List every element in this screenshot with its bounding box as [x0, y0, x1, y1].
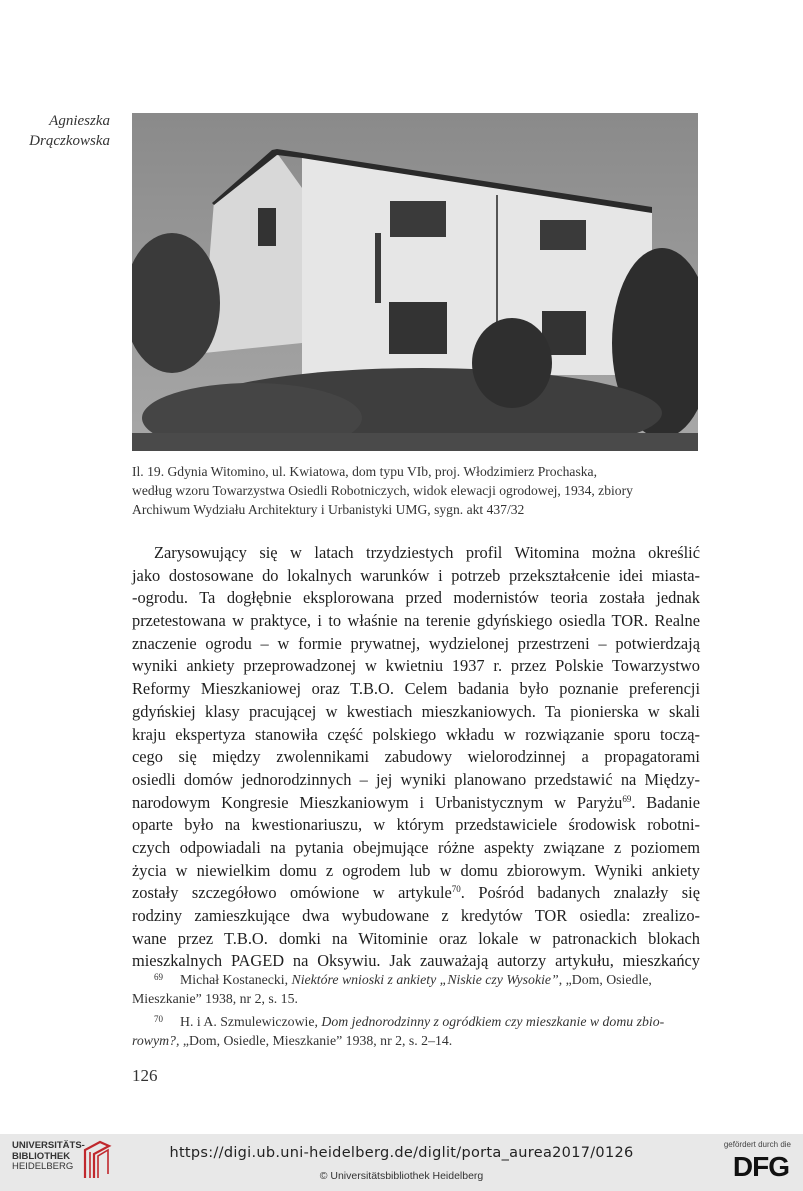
viewer-footer	[0, 1134, 803, 1191]
library-name-line: BIBLIOTHEK	[12, 1150, 71, 1162]
body-line: -ogrodu. Ta dogłębnie eksplorowana przed modernistów teoria została jednak	[132, 588, 700, 608]
footnote-line	[132, 1010, 700, 1031]
footnote-number: 69	[154, 972, 163, 982]
footnote-line	[132, 968, 700, 989]
footnote-rest: , „Dom, Osiedle,	[558, 972, 652, 987]
body-line: życia w niewielkim domu z ogrodem lub w domu zbiorowym. Wyniki ankiety	[132, 860, 700, 880]
figure-photo	[132, 113, 698, 451]
dfg-logo[interactable]: DFG	[732, 1151, 789, 1182]
footnote-rest: „Dom, Osiedle, Mieszkanie” 1938, nr 2, s. 2–14.	[179, 1033, 453, 1048]
library-name-line: HEIDELBERG	[12, 1161, 74, 1172]
figure-caption	[132, 462, 700, 519]
body-line-text: narodowym Kongresie Mieszkaniowym i Urbanistycznym w Paryżu	[132, 792, 623, 812]
footnote-author: Michał Kostanecki,	[180, 972, 289, 987]
house-photo-illustration	[132, 113, 698, 451]
funding-note: gefördert durch die	[723, 1140, 791, 1149]
footnote-number: 70	[154, 1014, 163, 1024]
body-line: rodziny zamieszkujące dwa wybudowane z kredytów TOR osiedla: zrealizo-	[132, 906, 700, 925]
body-line: Zarysowujący się w latach trzydziestych profil Witomina można określić	[154, 543, 700, 562]
page-url-link[interactable]: https://digi.ub.uni-heidelberg.de/diglit/porta_aurea2017/0126	[169, 1145, 634, 1161]
footnote-line	[132, 1031, 700, 1050]
body-line: mieszkalnych PAGED na Oksywiu. Jak zauważają autorzy artykułu, mieszkańcy	[132, 951, 700, 971]
caption-line: według wzoru Towarzystwa Osiedli Robotniczych, widok elewacji ogrodowej, 1934, zbiory	[132, 483, 633, 498]
copyright-notice: © Universitätsbibliothek Heidelberg	[319, 1170, 484, 1182]
body-line: wane przez T.B.O. domki na Witominie oraz lokale w patronackich blokach	[132, 928, 700, 948]
footnotes	[132, 968, 700, 1052]
body-line: Reformy Mieszkaniowej oraz T.B.O. Celem badania było poznanie preferencji	[132, 679, 700, 699]
body-line: jako dostosowane do lokalnych warunków i potrzeb przekształcenie idei miasta-	[132, 565, 700, 585]
body-line-tail: . Badanie	[631, 792, 700, 812]
body-line: gdyńskiej klasy pracującej w kwestiach mieszkaniowych. Ta pionierska w skali	[132, 701, 700, 721]
body-line: osiedli domów jednorodzinnych – jej wyniki planowano przedstawić na Między-	[132, 769, 700, 789]
body-line: wyniki ankiety przeprowadzonej w kwietniu 1937 r. przez Polskie Towarzystwo	[132, 656, 700, 676]
footnote-title-cont: rowym?,	[132, 1033, 180, 1048]
library-name-line: UNIVERSITÄTS-	[12, 1140, 85, 1151]
body-line: kraju ekspertyza stanowiła część polskiego wkładu w rozwiązanie sporu toczą-	[132, 724, 700, 744]
page-number: 126	[132, 1066, 158, 1085]
caption-line: Archiwum Wydziału Architektury i Urbanistyki UMG, sygn. akt 437/32	[132, 502, 525, 517]
body-line-text: zostały szczegółowo omówione w artykule	[132, 883, 452, 903]
author-first-name: Agnieszka	[49, 113, 110, 129]
body-line: czych odpowiadali na pytania obejmujące różne aspekty związane z poziomem	[132, 837, 700, 857]
footnote-author: H. i A. Szmulewiczowie,	[180, 1014, 318, 1029]
body-line-tail: . Pośród badanych znalazły się	[460, 883, 700, 903]
body-line: cego się między zwolennikami zabudowy wielorodzinnej a propagatorami	[132, 747, 700, 767]
body-text	[132, 542, 700, 973]
footnote-line: Mieszkanie” 1938, nr 2, s. 15.	[132, 991, 298, 1006]
footnote-title: Dom jednorodzinny z ogródkiem czy mieszkanie w domu zbio-	[321, 1014, 665, 1029]
body-line: oparte było na kwestionariuszu, w którym przedstawiciele środowisk robotni-	[132, 815, 700, 835]
footnote-70	[132, 1010, 700, 1050]
body-line	[132, 882, 700, 905]
body-line: znaczenie ogrodu – w formie prywatnej, wydzielonej przestrzeni – potwierdzają	[132, 633, 700, 653]
body-line	[132, 792, 700, 815]
body-line: przetestowana w praktyce, i to właśnie na terenie gdyńskiego osiedla TOR. Realne	[132, 611, 700, 631]
footnote-ref[interactable]: 70	[451, 884, 461, 895]
author-last-name: Drączkowska	[29, 133, 110, 149]
running-head-author	[14, 111, 110, 151]
footnote-69	[132, 968, 700, 1008]
footnote-ref[interactable]: 69	[622, 793, 632, 804]
footnote-title: Niektóre wnioski z ankiety „Niskie czy Wysokie”	[291, 972, 559, 987]
caption-line: Il. 19. Gdynia Witomino, ul. Kwiatowa, dom typu VIb, proj. Włodzimierz Prochaska,	[132, 464, 597, 479]
